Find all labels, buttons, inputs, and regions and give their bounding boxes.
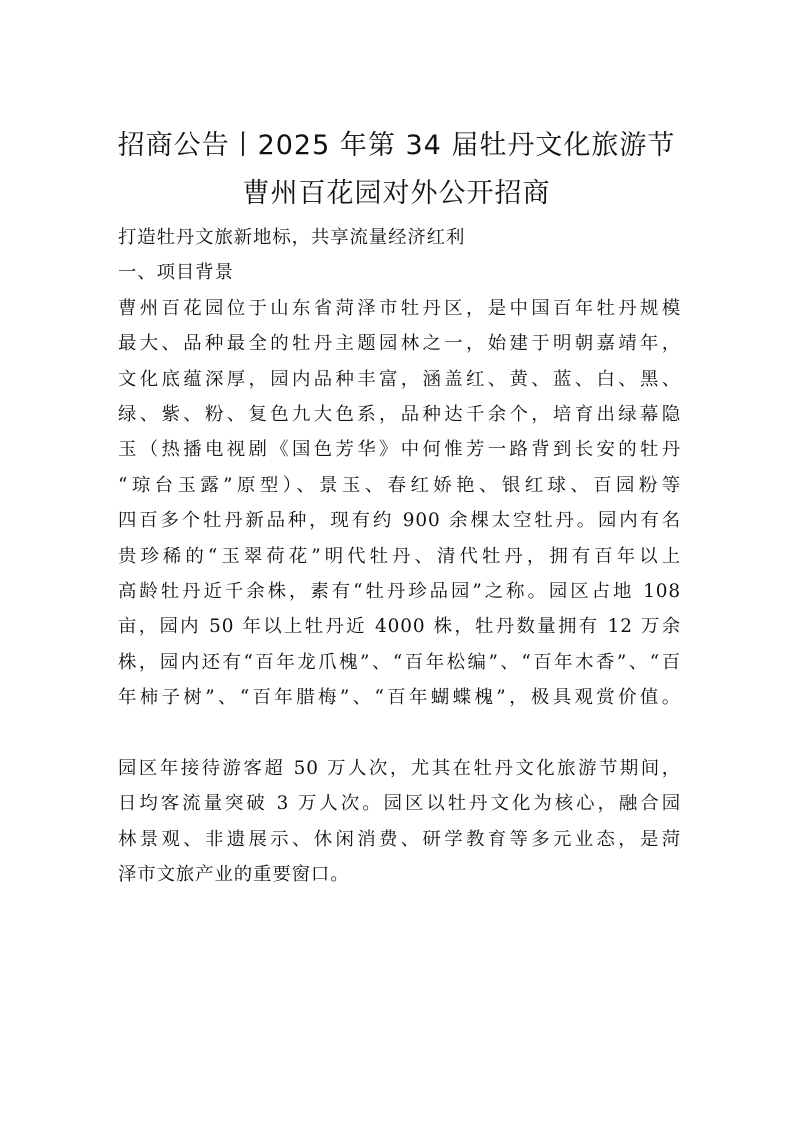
paragraph-spacer (118, 716, 681, 751)
paragraph-line: 四百多个牡丹新品种，现有约 900 余棵太空牡丹。园内有名 (118, 510, 681, 532)
paragraph-line: “琼台玉露”原型）、景玉、春红娇艳、银红球、百园粉等 (118, 474, 681, 496)
paragraph-visitors (118, 751, 681, 893)
paragraph-line: 最大、品种最全的牡丹主题园林之一，始建于明朝嘉靖年， (118, 333, 681, 355)
paragraph-line: 贵珍稀的“玉翠荷花”明代牡丹、清代牡丹，拥有百年以上 (118, 545, 681, 567)
subtitle: 打造牡丹文旅新地标，共享流量经济红利 (118, 227, 466, 248)
paragraph-line: 泽市文旅产业的重要窗口。 (118, 863, 350, 885)
paragraph-line: 园区年接待游客超 50 万人次，尤其在牡丹文化旅游节期间， (118, 757, 681, 779)
title-line-1: 招商公告丨2025 年第 34 届牡丹文化旅游节 (117, 130, 676, 161)
paragraph-line: 日均客流量突破 3 万人次。园区以牡丹文化为核心，融合园 (118, 793, 681, 815)
title-line-2: 曹州百花园对外公开招商 (242, 178, 551, 209)
paragraph-background (118, 291, 681, 716)
paragraph-line: 株，园内还有“百年龙爪槐”、“百年松编”、“百年木香”、“百 (118, 651, 681, 673)
paragraph-line: 曹州百花园位于山东省菏泽市牡丹区，是中国百年牡丹规模 (118, 297, 681, 319)
paragraph-line: 年柿子树”、“百年腊梅”、“百年蝴蝶槐”，极具观赏价值。 (118, 687, 681, 709)
document-title (0, 122, 793, 218)
paragraph-line: 玉（热播电视剧《国色芳华》中何惟芳一路背到长安的牡丹 (118, 439, 681, 461)
document-body (118, 220, 681, 892)
paragraph-line: 林景观、非遗展示、休闲消费、研学教育等多元业态，是菏 (118, 828, 681, 850)
paragraph-line: 绿、紫、粉、复色九大色系，品种达千余个，培育出绿幕隐 (118, 404, 681, 426)
paragraph-line: 高龄牡丹近千余株，素有“牡丹珍品园”之称。园区占地 108 (118, 581, 681, 603)
paragraph-line: 文化底蕴深厚，园内品种丰富，涵盖红、黄、蓝、白、黑、 (118, 368, 681, 390)
section-heading: 一、项目背景 (118, 262, 234, 284)
paragraph-line: 亩，园内 50 年以上牡丹近 4000 株，牡丹数量拥有 12 万余 (118, 616, 681, 638)
